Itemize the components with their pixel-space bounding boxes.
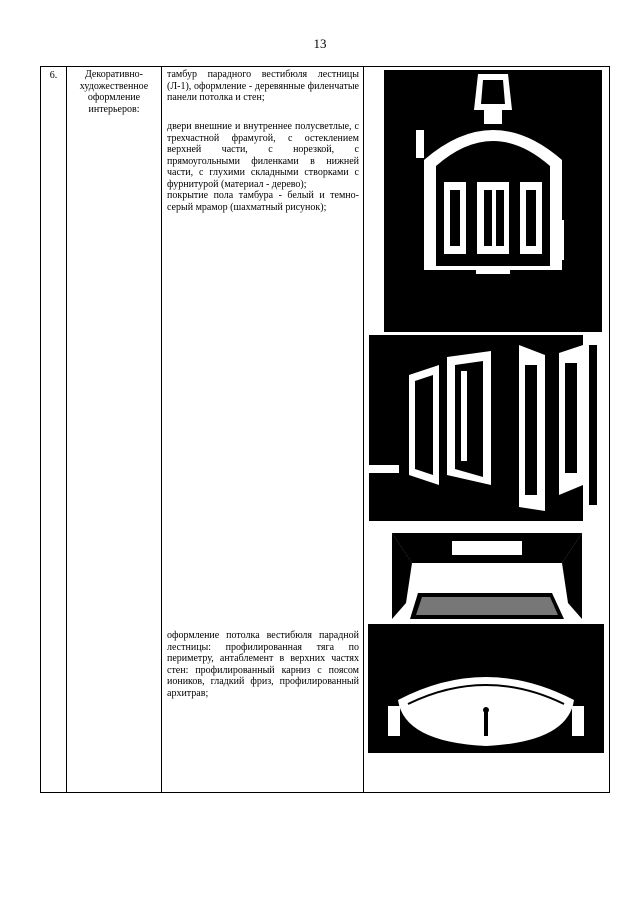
description-doors-block	[167, 121, 359, 213]
description-doors: двери внешние и внутреннее полусветлые, с трехчастной фрамугой, с остеклением верхней части, с норезкой, с прямоугольными филенками в нижней части, с глухими складными створками с фурнитурой (материал - дерево);	[167, 121, 359, 190]
element-name: Декоративно-художественное оформление интерьеров:	[67, 67, 162, 793]
row-number: 6.	[41, 67, 67, 793]
photo-doors	[369, 335, 601, 521]
photo-cell	[364, 67, 610, 793]
photo-floor	[392, 533, 582, 619]
table-row	[41, 67, 610, 793]
photo-ceiling	[368, 624, 604, 753]
description-ceiling: оформление потолка вестибюля парадной лестницы: профилированная тяга по периметру, антаблемент в верхних частях стен: профилированный карниз с поясом иоников, гладкий фриз, профилированный архитрав;	[167, 630, 359, 699]
description-vestibule: тамбур парадного вестибюля лестницы (Л-1), оформление - деревянные филенчатые панели потолка и стен;	[167, 69, 359, 103]
page-number: 13	[313, 36, 327, 51]
monument-elements-table	[40, 66, 610, 793]
element-description-cell	[162, 67, 364, 793]
description-vestibule-block	[167, 69, 359, 104]
description-floor: покрытие пола тамбура - белый и темно-серый мрамор (шахматный рисунок);	[167, 190, 359, 213]
description-ceiling-block	[167, 630, 359, 699]
photo-vestibule-lantern	[384, 70, 602, 332]
